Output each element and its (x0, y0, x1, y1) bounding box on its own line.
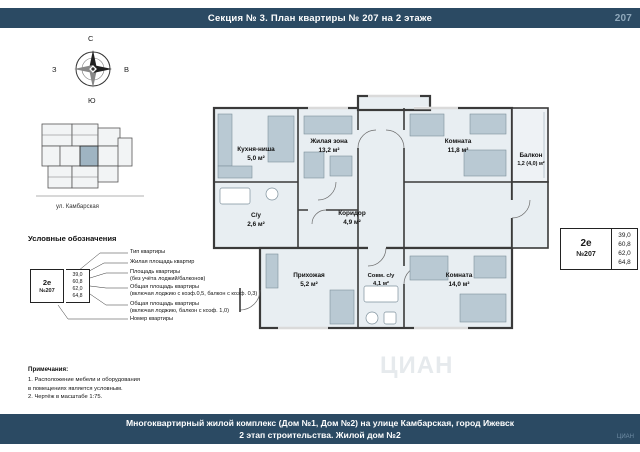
compass-west-label: З (52, 65, 57, 74)
apartment-type: 2е (580, 238, 592, 249)
notes-line-1: 1. Расположение мебели и оборудования (28, 377, 141, 384)
notes-title: Примечания: (28, 366, 69, 373)
apartment-floorplan (208, 90, 553, 345)
page-title: Секция № 3. План квартиры № 207 на 2 этаже (207, 12, 433, 24)
room-label-kitchen (214, 146, 298, 163)
room-label-corridor (300, 210, 404, 227)
legend-item-apartment-area: Площадь квартиры (130, 269, 181, 275)
room-label-combined-bath (358, 272, 404, 289)
room-label-balcony (512, 152, 550, 169)
legend-item-living-area: Жилая площадь квартир (130, 259, 195, 265)
legend-item-type: Тип квартиры (130, 249, 166, 255)
legend-item-total-area-05-note: (включая лоджию с коэф.0,5, балкон с коэф. 0,3) (130, 291, 258, 297)
watermark: ЦИАН (380, 352, 454, 379)
legend-item-total-area-10: Общая площадь квартиры (130, 301, 200, 307)
room-label-hallway (262, 272, 356, 289)
room-area-balcony: 1,2 (4,0) м² (517, 161, 545, 167)
legend-value-total-10: 64,8 (72, 293, 83, 300)
compass-north-label: С (88, 34, 94, 43)
room-name-kitchen: Кухня-ниша (237, 146, 275, 153)
legend-value-apartment: 60,8 (72, 278, 83, 285)
room-area-kitchen: 5,0 м² (247, 155, 265, 162)
legend-item-total-area-05: Общая площадь квартиры (130, 284, 200, 290)
footer-watermark: ЦИАН (616, 434, 634, 440)
legend-type-badge (30, 269, 64, 303)
compass-east-label: В (124, 65, 130, 74)
room-area-corridor: 4,9 м² (343, 219, 361, 226)
room-name-room-1: Комната (444, 138, 472, 145)
legend-values (66, 269, 90, 303)
room-name-living-zone: Жилая зона (310, 138, 348, 145)
compass-south-label: Ю (88, 96, 96, 105)
footer-line-2: 2 этап строительства. Жилой дом №2 (239, 430, 401, 440)
street-label: ул. Камбарская (56, 204, 99, 210)
page-number: 207 (614, 12, 632, 24)
room-area-room-2: 14,0 м² (448, 281, 470, 288)
room-area-combined-bath: 4,1 м² (373, 281, 389, 287)
room-name-hallway: Прихожая (293, 272, 325, 279)
page-header (0, 8, 640, 28)
apartment-area-living: 39,0 (618, 232, 631, 239)
room-name-room-2: Комната (445, 272, 473, 279)
room-label-bathroom (214, 212, 298, 229)
compass-icon (69, 45, 117, 93)
legend-item-apartment-area-note: (без учёта лоджий/балконов) (130, 276, 206, 282)
room-label-living-zone (300, 138, 358, 155)
notes-line-3: 2. Чертёж в масштабе 1:75. (28, 394, 103, 401)
building-key-plan (28, 118, 153, 210)
room-label-room-2 (406, 272, 512, 289)
room-area-room-1: 11,8 м² (447, 147, 469, 154)
apartment-area-total-05: 62,0 (618, 250, 631, 257)
room-name-combined-bath: Совм. с/у (367, 273, 395, 279)
apartment-areas (612, 228, 638, 270)
page-footer (0, 414, 640, 444)
legend-item-apartment-number: Номер квартиры (130, 316, 174, 322)
legend-title: Условные обозначения (28, 234, 117, 243)
footer-line-1: Многоквартирный жилой комплекс (Дом №1, Дом №2) на улице Камбарская, город Ижевск (125, 418, 515, 428)
notes-line-2: в помещениях является условным. (28, 385, 123, 392)
legend-number-value: №207 (39, 287, 55, 294)
apartment-number: №207 (576, 251, 596, 258)
room-name-bathroom: С/у (251, 212, 261, 219)
apartment-area-total-10: 64,8 (618, 259, 631, 266)
room-area-living-zone: 13,2 м² (318, 147, 340, 154)
room-name-balcony: Балкон (519, 152, 543, 159)
notes-block (28, 366, 278, 402)
room-name-corridor: Коридор (338, 210, 366, 217)
compass-rose (52, 34, 132, 108)
apartment-area-apartment: 60,8 (618, 241, 631, 248)
room-label-room-1 (406, 138, 510, 155)
legend-value-total-05: 62,0 (72, 286, 83, 292)
room-area-hallway: 5,2 м² (300, 281, 318, 288)
legend-item-total-area-10-note: (включая лоджию, балкон с коэф. 1,0) (130, 308, 229, 314)
room-area-bathroom: 2,6 м² (247, 221, 265, 228)
legend-value-living: 39,0 (72, 271, 83, 278)
legend-type-value: 2е (42, 277, 52, 287)
apartment-badge (560, 228, 612, 270)
